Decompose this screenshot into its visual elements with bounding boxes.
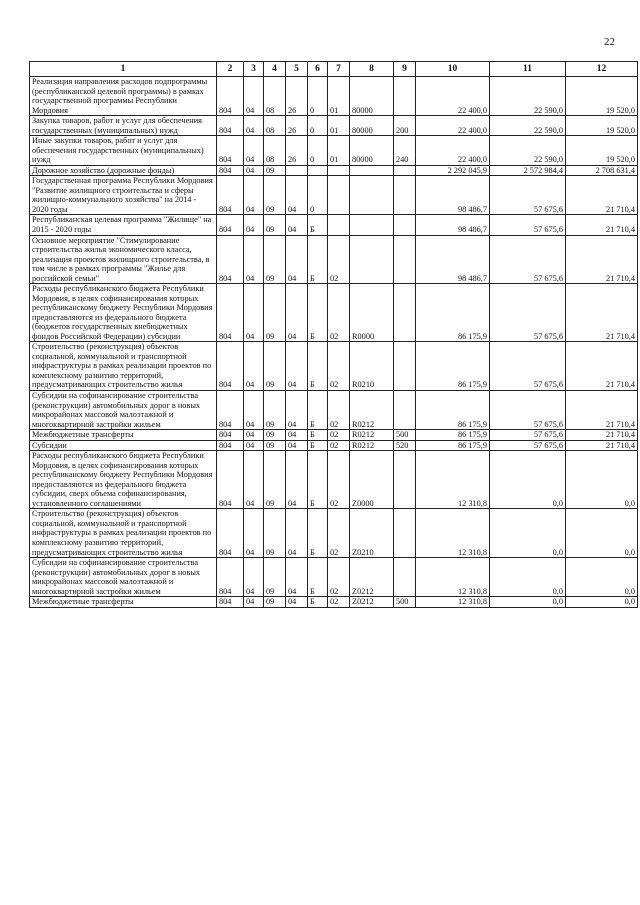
program-code: 04 [286, 391, 308, 430]
amount-col-10: 98 486,7 [416, 215, 490, 235]
row-description: Иные закупки товаров, работ и услуг для обеспечения государственных (муниципальных) нужд [30, 136, 217, 166]
amount-col-11: 57 675,6 [490, 440, 566, 451]
subprogram-code: Б [308, 509, 328, 558]
subsection-code: 09 [264, 342, 286, 391]
direction-code: 80000 [350, 136, 394, 166]
row-description: Реализация направления расходов подпрограммы (республиканской целевой программы) в рамках государственной программы Республики Мордовия [30, 77, 217, 116]
amount-col-10: 86 175,9 [416, 342, 490, 391]
row-description: Строительство (реконструкция) объектов социальной, коммунальной и транспортной инфраструктуры в рамках реализации проектов по комплексному развитию территорий, предусматривающих строительство жилья [30, 342, 217, 391]
row-description: Строительство (реконструкция) объектов социальной, коммунальной и транспортной инфраструктуры в рамках реализации проектов по комплексному развитию территорий, предусматривающих строительство жилья [30, 509, 217, 558]
direction-code: R0212 [350, 391, 394, 430]
section-code: 04 [244, 215, 264, 235]
subprogram-code: 0 [308, 77, 328, 116]
table-row [30, 391, 638, 430]
subprogram-code: Б [308, 440, 328, 451]
amount-col-10: 86 175,9 [416, 430, 490, 441]
amount-col-11: 57 675,6 [490, 430, 566, 441]
subprogram-code: 0 [308, 176, 328, 215]
amount-col-11: 57 675,6 [490, 176, 566, 215]
amount-col-10: 12 310,8 [416, 558, 490, 597]
column-header: 6 [308, 62, 328, 77]
ministry-code: 804 [217, 342, 244, 391]
amount-col-11: 0,0 [490, 558, 566, 597]
section-code: 04 [244, 558, 264, 597]
table-row [30, 77, 638, 116]
subprogram-code: Б [308, 342, 328, 391]
amount-col-12: 21 710,4 [566, 440, 638, 451]
subsection-code: 09 [264, 430, 286, 441]
amount-col-12: 0,0 [566, 451, 638, 509]
program-code: 04 [286, 597, 308, 608]
amount-col-12: 21 710,4 [566, 215, 638, 235]
amount-col-11: 0,0 [490, 451, 566, 509]
direction-code: R0000 [350, 284, 394, 342]
section-code: 04 [244, 451, 264, 509]
amount-col-11: 57 675,6 [490, 284, 566, 342]
budget-table [29, 61, 638, 608]
section-code: 04 [244, 284, 264, 342]
activity-code [328, 176, 350, 215]
ministry-code: 804 [217, 391, 244, 430]
amount-col-10: 86 175,9 [416, 284, 490, 342]
direction-code [350, 176, 394, 215]
subsection-code: 08 [264, 116, 286, 136]
subprogram-code: Б [308, 215, 328, 235]
subprogram-code: Б [308, 451, 328, 509]
row-description: Расходы республиканского бюджета Республики Мордовия, в целях софинансирования которых республиканскому бюджету Республики Мордовия предоставляются из федерального бюджета субсидии, сверх объема софинансирования, установленного соглашениями [30, 451, 217, 509]
amount-col-11: 57 675,6 [490, 235, 566, 284]
program-code: 26 [286, 77, 308, 116]
amount-col-12: 21 710,4 [566, 342, 638, 391]
ministry-code: 804 [217, 235, 244, 284]
amount-col-12: 19 520,0 [566, 77, 638, 116]
direction-code: 80000 [350, 77, 394, 116]
column-header: 5 [286, 62, 308, 77]
expense-type-code [394, 235, 416, 284]
ministry-code: 804 [217, 509, 244, 558]
row-description: Государственная программа Республики Мордовия "Развитие жилищного строительства и сферы жилищно-коммунального хозяйства" на 2014 - 2020 годы [30, 176, 217, 215]
expense-type-code [394, 284, 416, 342]
subsection-code: 09 [264, 284, 286, 342]
activity-code: 01 [328, 77, 350, 116]
row-description: Республиканская целевая программа "Жилище" на 2015 - 2020 годы [30, 215, 217, 235]
amount-col-11: 0,0 [490, 597, 566, 608]
table-row [30, 430, 638, 441]
ministry-code: 804 [217, 451, 244, 509]
ministry-code: 804 [217, 597, 244, 608]
section-code: 04 [244, 77, 264, 116]
section-code: 04 [244, 342, 264, 391]
activity-code [328, 165, 350, 176]
direction-code: R0210 [350, 342, 394, 391]
section-code: 04 [244, 176, 264, 215]
subprogram-code: Б [308, 235, 328, 284]
table-row [30, 509, 638, 558]
expense-type-code: 520 [394, 440, 416, 451]
table-header-row [30, 62, 638, 77]
expense-type-code [394, 451, 416, 509]
table-row [30, 136, 638, 166]
column-header: 2 [217, 62, 244, 77]
activity-code: 01 [328, 116, 350, 136]
table-row [30, 176, 638, 215]
amount-col-12: 0,0 [566, 597, 638, 608]
subprogram-code: 0 [308, 116, 328, 136]
program-code: 04 [286, 451, 308, 509]
direction-code: Z0210 [350, 509, 394, 558]
amount-col-10: 2 292 045,9 [416, 165, 490, 176]
amount-col-12: 19 520,0 [566, 116, 638, 136]
page-number: 22 [604, 36, 615, 48]
direction-code: Z0000 [350, 451, 394, 509]
table-row [30, 440, 638, 451]
section-code: 04 [244, 165, 264, 176]
ministry-code: 804 [217, 440, 244, 451]
row-description: Межбюджетные трансферты [30, 430, 217, 441]
table-row [30, 284, 638, 342]
subsection-code: 09 [264, 176, 286, 215]
direction-code: 80000 [350, 116, 394, 136]
row-description: Субсидии на софинансирование строительства (реконструкции) автомобильных дорог в новых микрорайонах массовой малоэтажной и многоквартирной застройки жильем [30, 558, 217, 597]
ministry-code: 804 [217, 176, 244, 215]
section-code: 04 [244, 136, 264, 166]
expense-type-code [394, 215, 416, 235]
program-code: 04 [286, 430, 308, 441]
expense-type-code: 500 [394, 430, 416, 441]
activity-code: 02 [328, 509, 350, 558]
column-header: 3 [244, 62, 264, 77]
column-header: 10 [416, 62, 490, 77]
subsection-code: 09 [264, 558, 286, 597]
table-row [30, 558, 638, 597]
subsection-code: 09 [264, 235, 286, 284]
amount-col-12: 2 708 631,4 [566, 165, 638, 176]
amount-col-10: 86 175,9 [416, 391, 490, 430]
activity-code: 02 [328, 440, 350, 451]
row-description: Субсидии на софинансирование строительства (реконструкции) автомобильных дорог в новых микрорайонах массовой малоэтажной и многоквартирной застройки жильем [30, 391, 217, 430]
subprogram-code: Б [308, 597, 328, 608]
expense-type-code [394, 509, 416, 558]
section-code: 04 [244, 509, 264, 558]
activity-code: 02 [328, 558, 350, 597]
amount-col-12: 21 710,4 [566, 176, 638, 215]
activity-code: 02 [328, 342, 350, 391]
amount-col-12: 0,0 [566, 558, 638, 597]
column-header: 4 [264, 62, 286, 77]
ministry-code: 804 [217, 77, 244, 116]
amount-col-12: 0,0 [566, 509, 638, 558]
amount-col-12: 21 710,4 [566, 284, 638, 342]
activity-code: 02 [328, 430, 350, 441]
activity-code: 02 [328, 284, 350, 342]
subsection-code: 09 [264, 509, 286, 558]
subsection-code: 09 [264, 165, 286, 176]
amount-col-11: 22 590,0 [490, 136, 566, 166]
expense-type-code [394, 176, 416, 215]
section-code: 04 [244, 391, 264, 430]
direction-code [350, 235, 394, 284]
direction-code: R0212 [350, 430, 394, 441]
direction-code [350, 215, 394, 235]
amount-col-12: 21 710,4 [566, 391, 638, 430]
program-code: 04 [286, 284, 308, 342]
subprogram-code: Б [308, 391, 328, 430]
subsection-code: 08 [264, 136, 286, 166]
ministry-code: 804 [217, 136, 244, 166]
table-row [30, 597, 638, 608]
activity-code: 02 [328, 451, 350, 509]
subsection-code: 09 [264, 451, 286, 509]
expense-type-code [394, 165, 416, 176]
column-header: 12 [566, 62, 638, 77]
row-description: Субсидии [30, 440, 217, 451]
program-code: 04 [286, 215, 308, 235]
activity-code: 01 [328, 136, 350, 166]
expense-type-code: 240 [394, 136, 416, 166]
table-row [30, 215, 638, 235]
subprogram-code: 0 [308, 136, 328, 166]
table-row [30, 451, 638, 509]
program-code: 04 [286, 235, 308, 284]
expense-type-code [394, 342, 416, 391]
amount-col-10: 22 400,0 [416, 136, 490, 166]
section-code: 04 [244, 116, 264, 136]
activity-code [328, 215, 350, 235]
column-header: 11 [490, 62, 566, 77]
amount-col-12: 21 710,4 [566, 430, 638, 441]
table-row [30, 342, 638, 391]
amount-col-10: 12 310,8 [416, 509, 490, 558]
amount-col-11: 22 590,0 [490, 116, 566, 136]
subprogram-code: Б [308, 558, 328, 597]
subsection-code: 09 [264, 215, 286, 235]
program-code: 26 [286, 116, 308, 136]
amount-col-11: 22 590,0 [490, 77, 566, 116]
amount-col-11: 57 675,6 [490, 342, 566, 391]
subprogram-code: Б [308, 430, 328, 441]
program-code: 26 [286, 136, 308, 166]
program-code: 04 [286, 342, 308, 391]
activity-code: 02 [328, 391, 350, 430]
amount-col-11: 0,0 [490, 509, 566, 558]
program-code: 04 [286, 176, 308, 215]
ministry-code: 804 [217, 116, 244, 136]
amount-col-10: 86 175,9 [416, 440, 490, 451]
column-header: 8 [350, 62, 394, 77]
amount-col-12: 21 710,4 [566, 235, 638, 284]
ministry-code: 804 [217, 558, 244, 597]
direction-code: R0212 [350, 440, 394, 451]
ministry-code: 804 [217, 284, 244, 342]
row-description: Дорожное хозяйство (дорожные фонды) [30, 165, 217, 176]
row-description: Расходы республиканского бюджета Республики Мордовия, в целях софинансирования которых республиканскому бюджету Республики Мордовия предоставляются из федерального бюджета (бюджетов государственных внебюджетных фондов Российской Федерации) субсидии [30, 284, 217, 342]
ministry-code: 804 [217, 165, 244, 176]
amount-col-10: 98 486,7 [416, 176, 490, 215]
subsection-code: 09 [264, 597, 286, 608]
subprogram-code [308, 165, 328, 176]
amount-col-10: 98 486,7 [416, 235, 490, 284]
direction-code: Z0212 [350, 597, 394, 608]
section-code: 04 [244, 440, 264, 451]
program-code: 04 [286, 440, 308, 451]
direction-code [350, 165, 394, 176]
expense-type-code [394, 558, 416, 597]
program-code [286, 165, 308, 176]
section-code: 04 [244, 430, 264, 441]
row-description: Межбюджетные трансферты [30, 597, 217, 608]
row-description: Закупка товаров, работ и услуг для обеспечения государственных (муниципальных) нужд [30, 116, 217, 136]
amount-col-11: 57 675,6 [490, 391, 566, 430]
section-code: 04 [244, 235, 264, 284]
amount-col-10: 12 310,8 [416, 597, 490, 608]
program-code: 04 [286, 558, 308, 597]
amount-col-11: 2 572 984,4 [490, 165, 566, 176]
table-row [30, 235, 638, 284]
column-header: 7 [328, 62, 350, 77]
expense-type-code [394, 77, 416, 116]
amount-col-10: 12 310,8 [416, 451, 490, 509]
expense-type-code: 500 [394, 597, 416, 608]
column-header: 9 [394, 62, 416, 77]
activity-code: 02 [328, 597, 350, 608]
amount-col-12: 19 520,0 [566, 136, 638, 166]
expense-type-code [394, 391, 416, 430]
section-code: 04 [244, 597, 264, 608]
program-code: 04 [286, 509, 308, 558]
table-row [30, 116, 638, 136]
table-body [30, 77, 638, 608]
ministry-code: 804 [217, 215, 244, 235]
expense-type-code: 200 [394, 116, 416, 136]
subsection-code: 09 [264, 440, 286, 451]
table-row [30, 165, 638, 176]
column-header: 1 [30, 62, 217, 77]
subsection-code: 09 [264, 391, 286, 430]
row-description: Основное мероприятие "Стимулирование строительства жилья экономического класса, реализация проектов жилищного строительства, в том числе в рамках программы "Жилье для российской семьи" [30, 235, 217, 284]
subprogram-code: Б [308, 284, 328, 342]
amount-col-11: 57 675,6 [490, 215, 566, 235]
subsection-code: 08 [264, 77, 286, 116]
activity-code: 02 [328, 235, 350, 284]
amount-col-10: 22 400,0 [416, 116, 490, 136]
direction-code: Z0212 [350, 558, 394, 597]
ministry-code: 804 [217, 430, 244, 441]
amount-col-10: 22 400,0 [416, 77, 490, 116]
